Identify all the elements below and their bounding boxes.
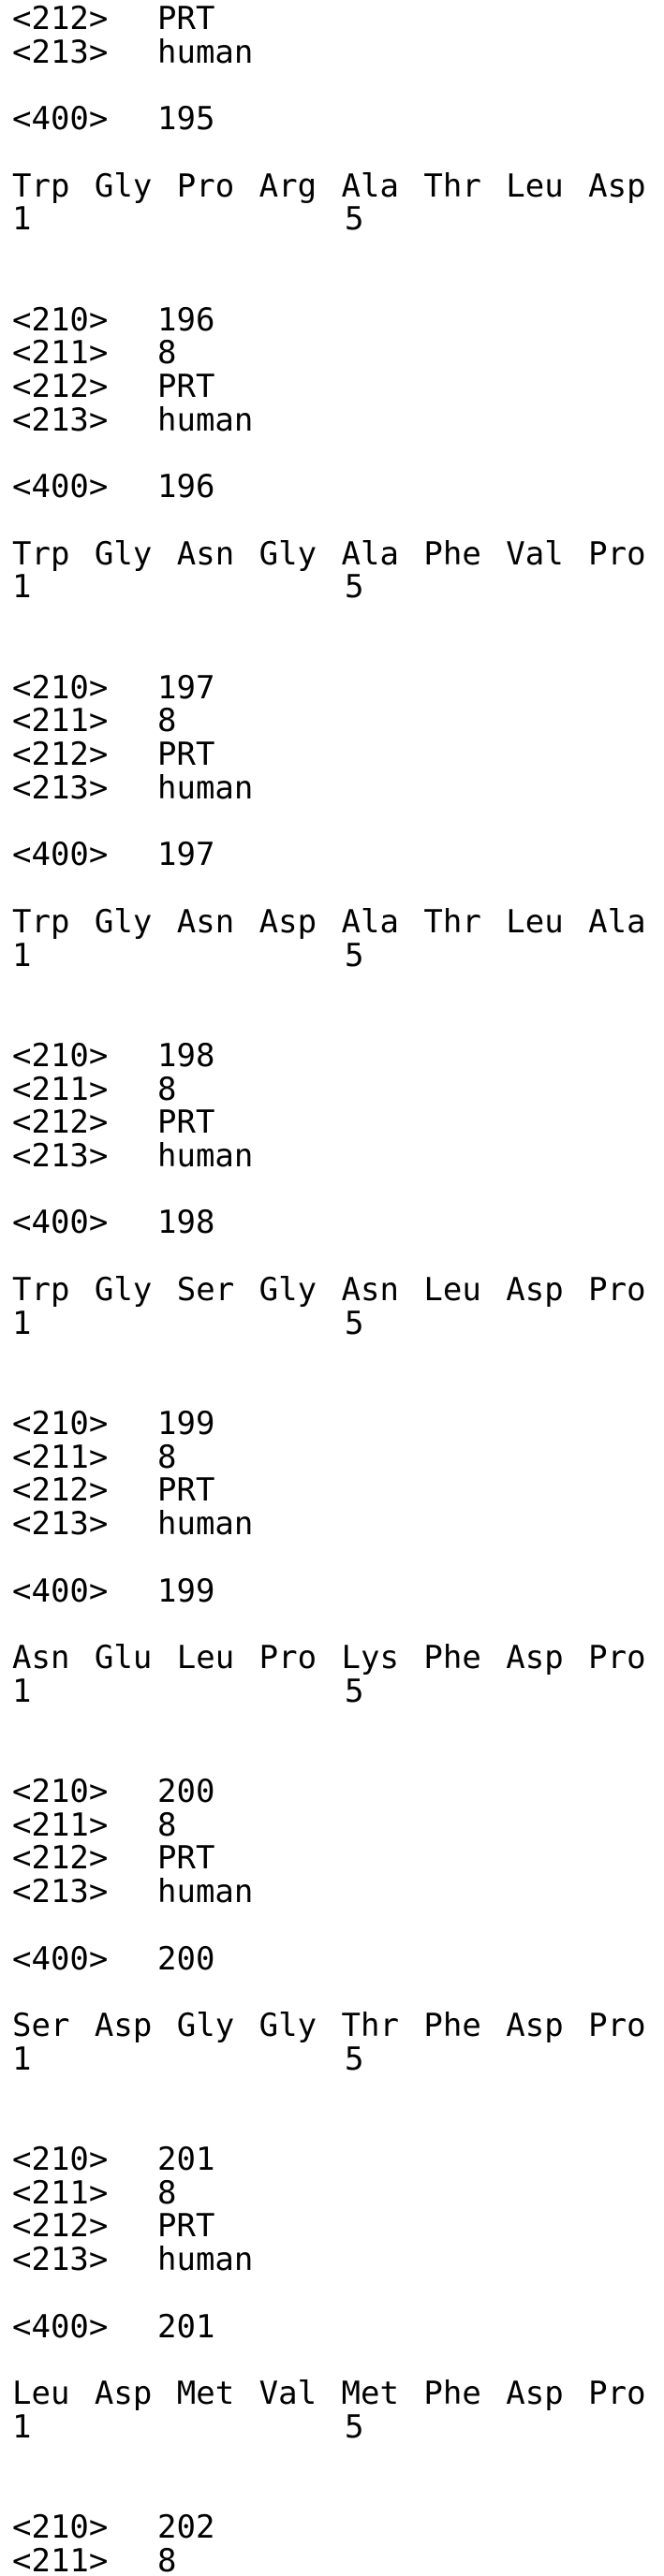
residue-index-first: 1 (12, 2040, 32, 2078)
residue-index-first: 1 (12, 200, 32, 239)
seq-header-entry-line (12, 368, 664, 406)
residue-index-first: 1 (12, 936, 32, 974)
numeric-identifier-tag: <212> (12, 1839, 109, 1878)
residue-index-first: 1 (12, 1304, 32, 1342)
seq-header-entry-line (12, 1873, 664, 1911)
sequence-residues-line (12, 534, 664, 573)
numeric-identifier-tag: <212> (12, 368, 109, 406)
seq-label-line (12, 1204, 664, 1242)
numeric-identifier-value: 197 (157, 668, 215, 707)
seq-header-entry-line (12, 1106, 664, 1140)
seq-label-tag: <400> (12, 836, 109, 874)
blank-line (12, 872, 664, 906)
numeric-identifier-value: 201 (157, 2141, 215, 2178)
blank-line (12, 237, 664, 271)
seq-header-entry-line (12, 2241, 664, 2279)
residue-index-fifth: 5 (345, 2408, 364, 2446)
seq-header-entry-line (12, 702, 664, 740)
seq-header-entry-line (12, 1839, 664, 1878)
seq-header-entry-line (12, 1505, 664, 1544)
numeric-identifier-tag: <212> (12, 0, 109, 37)
blank-line (12, 806, 664, 840)
residue-codes: Trp Gly Asn Asp Ala Thr Leu Ala (12, 902, 646, 941)
numeric-identifier-value: 8 (157, 334, 177, 373)
numeric-identifier-value: 8 (157, 2541, 177, 2576)
residue-codes: Ser Asp Gly Gly Thr Phe Asp Pro (12, 2007, 646, 2045)
seq-label-line (12, 836, 664, 874)
numeric-identifier-value: 199 (157, 1404, 215, 1442)
numeric-identifier-value: human (157, 768, 254, 807)
numeric-identifier-tag: <213> (12, 1505, 109, 1544)
numeric-identifier-value: human (157, 33, 254, 71)
blank-line (12, 1708, 664, 1742)
residue-codes: Asn Glu Leu Pro Lys Phe Asp Pro (12, 1638, 646, 1676)
numeric-identifier-tag: <213> (12, 1136, 109, 1175)
residue-index-fifth: 5 (345, 1672, 364, 1710)
residue-codes: Trp Gly Ser Gly Asn Leu Asp Pro (12, 1270, 646, 1309)
seq-label-tag: <400> (12, 1204, 109, 1242)
seq-header-entry-line (12, 2141, 664, 2178)
numeric-identifier-value: 8 (157, 1438, 177, 1476)
numeric-identifier-value: 8 (157, 1070, 177, 1108)
seq-label-tag: <400> (12, 468, 109, 506)
numeric-identifier-tag: <213> (12, 2241, 109, 2279)
seq-label-line (12, 1939, 664, 1978)
numeric-identifier-tag: <210> (12, 300, 109, 339)
blank-line (12, 973, 664, 1006)
seq-label-number: 200 (157, 1939, 215, 1978)
seq-header-entry-line (12, 668, 664, 707)
blank-line (12, 1542, 664, 1575)
numeric-identifier-tag: <211> (12, 702, 109, 740)
blank-line (12, 2445, 664, 2479)
blank-line (12, 1374, 664, 1408)
residue-index-line (12, 200, 664, 239)
seq-header-entry-line (12, 1438, 664, 1476)
numeric-identifier-value: 8 (157, 702, 177, 740)
seq-header-entry-line (12, 2207, 664, 2246)
numeric-identifier-value: PRT (157, 0, 215, 37)
seq-label-number: 195 (157, 100, 215, 139)
numeric-identifier-value: PRT (157, 1104, 215, 1142)
numeric-identifier-value: 200 (157, 1772, 215, 1810)
numeric-identifier-tag: <210> (12, 668, 109, 707)
blank-line (12, 2077, 664, 2111)
seq-header-entry-line (12, 1070, 664, 1108)
sequence-residues-line (12, 2375, 664, 2413)
numeric-identifier-tag: <213> (12, 768, 109, 807)
numeric-identifier-value: PRT (157, 1839, 215, 1878)
numeric-identifier-value: 198 (157, 1036, 215, 1075)
residue-index-fifth: 5 (345, 568, 364, 607)
seq-header-entry-line (12, 2174, 664, 2212)
numeric-identifier-value: 8 (157, 2174, 177, 2212)
seq-header-entry-line (12, 1772, 664, 1810)
seq-header-entry-line (12, 0, 664, 37)
numeric-identifier-value: 8 (157, 1806, 177, 1844)
blank-line (12, 1976, 664, 2010)
sequence-residues-line (12, 1270, 664, 1309)
blank-line (12, 1340, 664, 1374)
numeric-identifier-tag: <213> (12, 401, 109, 439)
residue-index-first: 1 (12, 1672, 32, 1710)
residue-index-line (12, 936, 664, 974)
seq-header-entry-line (12, 1136, 664, 1175)
blank-line (12, 271, 664, 304)
seq-header-entry-line (12, 401, 664, 439)
residue-index-line (12, 568, 664, 607)
seq-header-entry-line (12, 1404, 664, 1442)
blank-line (12, 505, 664, 538)
seq-header-entry-line (12, 768, 664, 807)
sequence-residues-line (12, 167, 664, 205)
residue-index-line (12, 2040, 664, 2078)
sequence-residues-line (12, 902, 664, 941)
numeric-identifier-tag: <210> (12, 1772, 109, 1810)
numeric-identifier-value: PRT (157, 368, 215, 406)
numeric-identifier-value: 202 (157, 2509, 215, 2547)
seq-header-entry-line (12, 736, 664, 774)
seq-header-entry-line (12, 2511, 664, 2545)
numeric-identifier-value: human (157, 2241, 254, 2279)
numeric-identifier-value: human (157, 1873, 254, 1911)
numeric-identifier-value: PRT (157, 1471, 215, 1510)
numeric-identifier-tag: <210> (12, 1404, 109, 1442)
numeric-identifier-tag: <211> (12, 2541, 109, 2576)
numeric-identifier-tag: <212> (12, 736, 109, 774)
seq-label-line (12, 100, 664, 139)
blank-line (12, 2344, 664, 2378)
seq-label-number: 198 (157, 1204, 215, 1242)
blank-line (12, 137, 664, 170)
sequence-residues-line (12, 2007, 664, 2045)
seq-header-entry-line (12, 1806, 664, 1844)
blank-line (12, 1742, 664, 1776)
blank-line (12, 638, 664, 672)
seq-label-line (12, 468, 664, 506)
residue-codes: Trp Gly Asn Gly Ala Phe Val Pro (12, 534, 646, 573)
numeric-identifier-value: 196 (157, 300, 215, 339)
seq-header-entry-line (12, 33, 664, 71)
sequence-residues-line (12, 1638, 664, 1676)
numeric-identifier-tag: <213> (12, 33, 109, 71)
blank-line (12, 1910, 664, 1943)
seq-label-line (12, 2307, 664, 2346)
numeric-identifier-tag: <212> (12, 1104, 109, 1142)
numeric-identifier-tag: <213> (12, 1873, 109, 1911)
residue-index-line (12, 2408, 664, 2446)
seq-header-entry-line (12, 300, 664, 339)
blank-line (12, 438, 664, 472)
numeric-identifier-tag: <212> (12, 1471, 109, 1510)
residue-index-line (12, 1672, 664, 1710)
blank-line (12, 1608, 664, 1642)
residue-index-first: 1 (12, 2408, 32, 2446)
seq-label-tag: <400> (12, 100, 109, 139)
seq-header-entry-line (12, 1471, 664, 1510)
seq-label-line (12, 1572, 664, 1610)
seq-label-number: 201 (157, 2307, 215, 2346)
residue-index-fifth: 5 (345, 2040, 364, 2078)
residue-index-line (12, 1304, 664, 1342)
residue-index-fifth: 5 (345, 936, 364, 974)
numeric-identifier-value: PRT (157, 736, 215, 774)
numeric-identifier-tag: <210> (12, 1036, 109, 1075)
numeric-identifier-tag: <211> (12, 1070, 109, 1108)
blank-line (12, 2478, 664, 2511)
numeric-identifier-value: human (157, 401, 254, 439)
seq-label-number: 197 (157, 836, 215, 874)
numeric-identifier-tag: <211> (12, 2174, 109, 2212)
seq-header-entry-line (12, 2541, 664, 2576)
numeric-identifier-tag: <212> (12, 2207, 109, 2246)
numeric-identifier-value: human (157, 1136, 254, 1175)
residue-codes: Leu Asp Met Val Met Phe Asp Pro (12, 2375, 646, 2413)
seq-label-number: 196 (157, 468, 215, 506)
blank-line (12, 2110, 664, 2144)
numeric-identifier-tag: <210> (12, 2509, 109, 2547)
residue-index-fifth: 5 (345, 200, 364, 239)
seq-header-entry-line (12, 1036, 664, 1075)
numeric-identifier-tag: <211> (12, 334, 109, 373)
blank-line (12, 605, 664, 638)
residue-codes: Trp Gly Pro Arg Ala Thr Leu Asp (12, 167, 646, 205)
numeric-identifier-value: human (157, 1505, 254, 1544)
seq-header-entry-line (12, 334, 664, 373)
residue-index-first: 1 (12, 568, 32, 607)
seq-label-tag: <400> (12, 2307, 109, 2346)
numeric-identifier-value: PRT (157, 2207, 215, 2246)
numeric-identifier-tag: <211> (12, 1806, 109, 1844)
seq-label-tag: <400> (12, 1939, 109, 1978)
seq-label-tag: <400> (12, 1572, 109, 1610)
blank-line (12, 1174, 664, 1208)
blank-line (12, 1006, 664, 1040)
blank-line (12, 2277, 664, 2311)
residue-index-fifth: 5 (345, 1304, 364, 1342)
blank-line (12, 1240, 664, 1274)
seq-label-number: 199 (157, 1572, 215, 1610)
numeric-identifier-tag: <211> (12, 1438, 109, 1476)
blank-line (12, 69, 664, 103)
numeric-identifier-tag: <210> (12, 2141, 109, 2178)
